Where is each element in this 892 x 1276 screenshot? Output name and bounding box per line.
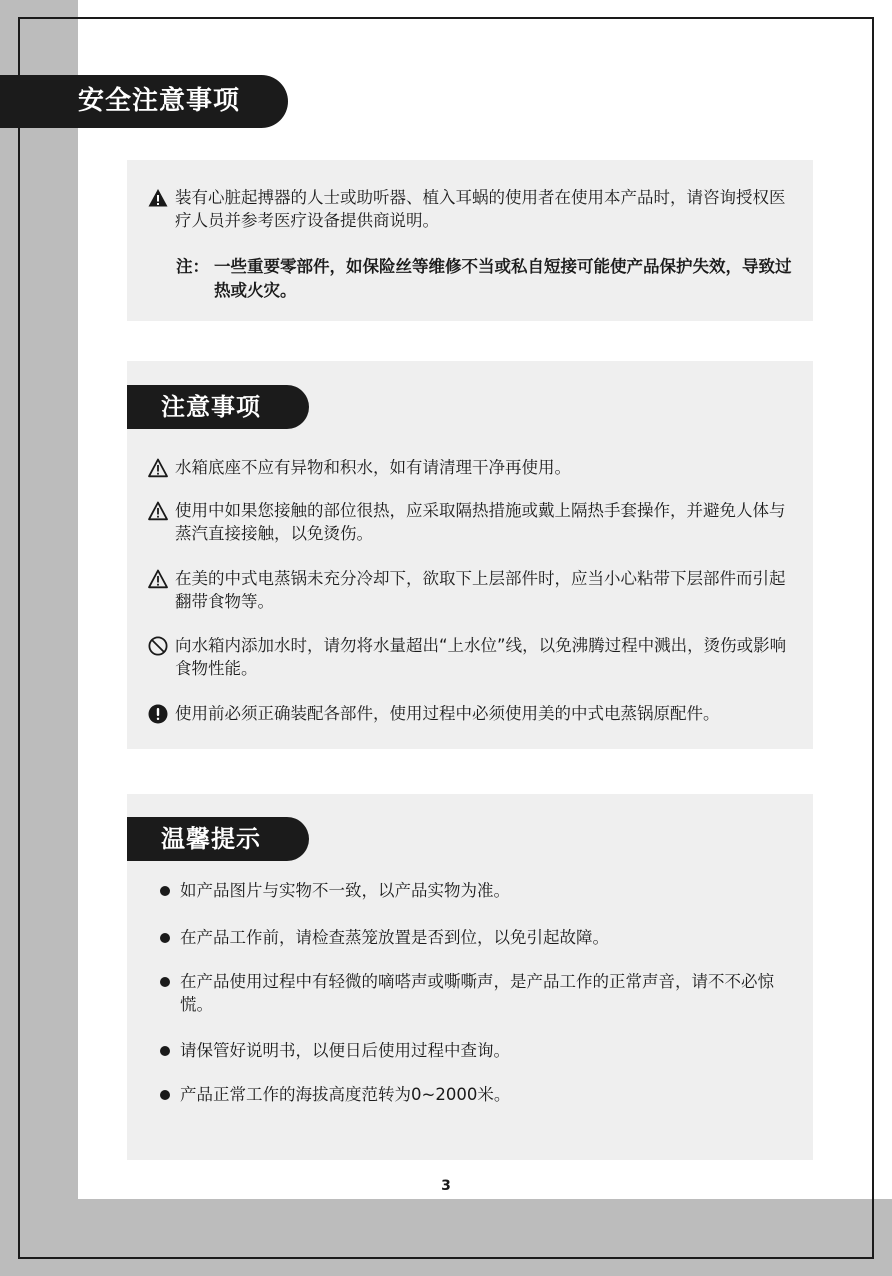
tip-item-3 <box>160 970 800 1016</box>
section-title-cautions: 注意事项 <box>127 385 309 429</box>
bullet-dot <box>160 977 170 987</box>
caution-item-1-text: 水箱底座不应有异物和积水，如有请清理干净再使用。 <box>175 458 571 477</box>
prohibited-icon <box>148 636 168 656</box>
page-number: 3 <box>441 1178 451 1194</box>
caution-item-1 <box>148 456 798 479</box>
caution-item-4-text: 向水箱内添加水时，请勿将水量超出“上水位”线，以免沸腾过程中溅出，烫伤或影响食物性能。 <box>175 636 787 678</box>
safety-note <box>176 255 796 303</box>
exclamation-icon <box>148 704 168 724</box>
tip-item-5-text: 产品正常工作的海拔高度范转为0~2000米。 <box>180 1085 511 1104</box>
warning-triangle-icon <box>148 501 168 521</box>
bullet-dot <box>160 886 170 896</box>
caution-item-5-text: 使用前必须正确装配各部件，使用过程中必须使用美的中式电蒸锅原配件。 <box>175 704 720 723</box>
note-label: 注： <box>176 257 209 276</box>
tip-item-2 <box>160 926 800 949</box>
tip-item-3-text: 在产品使用过程中有轻微的嘀嗒声或嘶嘶声，是产品工作的正常声音，请不不必惊慌。 <box>180 972 774 1014</box>
tip-item-2-text: 在产品工作前，请检查蒸笼放置是否到位，以免引起故障。 <box>180 928 609 947</box>
warning-triangle-icon <box>148 569 168 589</box>
note-text: 一些重要零部件，如保险丝等维修不当或私自短接可能使产品保护失效，导致过热或火灾。 <box>214 257 792 300</box>
bullet-dot <box>160 1090 170 1100</box>
safety-warning <box>148 186 798 232</box>
tip-item-1 <box>160 879 800 902</box>
safety-warning-text: 装有心脏起搏器的人士或助听器、植入耳蜗的使用者在使用本产品时，请咨询授权医疗人员并参考医疗设备提供商说明。 <box>175 188 786 230</box>
caution-item-2-text: 使用中如果您接触的部位很热，应采取隔热措施或戴上隔热手套操作，并避免人体与蒸汽直接接触，以免烫伤。 <box>175 501 786 543</box>
section-title-tips: 温馨提示 <box>127 817 309 861</box>
section-title-safety: 安全注意事项 <box>0 75 288 128</box>
tip-item-1-text: 如产品图片与实物不一致，以产品实物为准。 <box>180 881 510 900</box>
tip-item-5 <box>160 1083 800 1106</box>
caution-item-5 <box>148 702 798 725</box>
warning-triangle-icon <box>148 458 168 478</box>
bullet-dot <box>160 1046 170 1056</box>
tip-item-4 <box>160 1039 800 1062</box>
tip-item-4-text: 请保管好说明书，以便日后使用过程中查询。 <box>180 1041 510 1060</box>
caution-item-3-text: 在美的中式电蒸锅未充分冷却下，欲取下上层部件时，应当小心粘带下层部件而引起翻带食物等。 <box>175 569 786 611</box>
warning-triangle-filled-icon <box>148 188 168 208</box>
caution-item-4 <box>148 634 798 680</box>
caution-item-2 <box>148 499 798 545</box>
bullet-dot <box>160 933 170 943</box>
caution-item-3 <box>148 567 798 613</box>
